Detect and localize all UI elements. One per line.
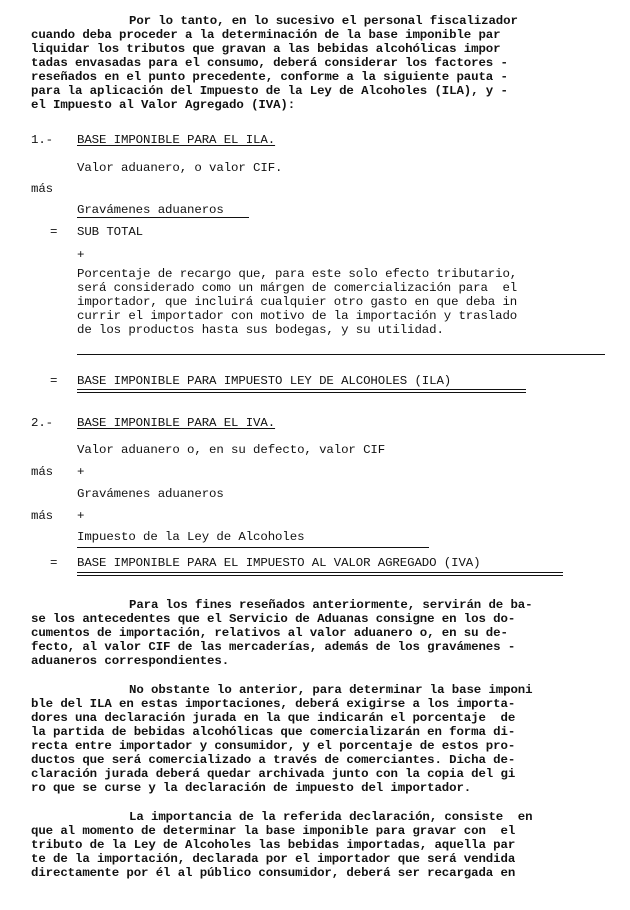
- operator-equals: =: [50, 374, 58, 388]
- text-line: Por lo tanto, en lo sucesivo el personal fiscalizador: [129, 14, 518, 28]
- text-line: para la aplicación del Impuesto de la Ley de Alcoholes (ILA), y -: [31, 84, 508, 98]
- text-line: ble del ILA en estas importaciones, deberá exigirse a los importa-: [31, 697, 516, 711]
- double-rule-top: [77, 572, 563, 573]
- section-heading: BASE IMPONIBLE PARA EL ILA.: [77, 133, 276, 147]
- text-line: reseñados en el punto precedente, conforme a la siguiente pauta -: [31, 70, 508, 84]
- text-line: No obstante lo anterior, para determinar la base imponi: [129, 683, 533, 697]
- item-subtotal: SUB TOTAL: [77, 225, 144, 239]
- operator-mas: más: [31, 509, 54, 523]
- operator-mas: más: [31, 182, 54, 196]
- text-line: ro que se curse y la declaración de impuesto del importador.: [31, 781, 472, 795]
- item-valor-aduanero: Valor aduanero o, en su defecto, valor CIF: [77, 443, 386, 457]
- item-gravamenes: Gravámenes aduaneros: [77, 203, 224, 217]
- text-line: tributo de la Ley de Alcoholes las bebidas importadas, aquella par: [31, 838, 516, 852]
- text-line: cuando deba proceder a la determinación de la base imponible par: [31, 28, 501, 42]
- result-base-imponible-iva: BASE IMPONIBLE PARA EL IMPUESTO AL VALOR AGREGADO (IVA): [77, 556, 481, 570]
- operator-plus: +: [77, 465, 85, 479]
- text-line: recta entre importador y consumidor, y el porcentaje de estos pro-: [31, 739, 516, 753]
- text-line: directamente por él al público consumidor, deberá ser recargada en: [31, 866, 516, 880]
- double-rule-bottom: [77, 575, 563, 576]
- total-rule: [77, 547, 429, 548]
- item-impuesto-alcoholes: Impuesto de la Ley de Alcoholes: [77, 530, 305, 544]
- text-line: la partida de bebidas alcohólicas que comercializarán en forma di-: [31, 725, 516, 739]
- section-number: 2.-: [31, 416, 54, 430]
- text-line: claración jurada deberá quedar archivada junto con la copia del gi: [31, 767, 516, 781]
- item-gravamenes: Gravámenes aduaneros: [77, 487, 224, 501]
- operator-plus: +: [77, 509, 85, 523]
- result-base-imponible-ila: BASE IMPONIBLE PARA IMPUESTO LEY DE ALCOHOLES (ILA): [77, 374, 452, 388]
- text-line: se los antecedentes que el Servicio de Aduanas consigne en los do-: [31, 612, 516, 626]
- underline-rule: [77, 217, 249, 218]
- text-line: currir el importador con motivo de la importación y traslado: [77, 309, 518, 323]
- double-rule-bottom: [77, 392, 526, 393]
- operator-equals: =: [50, 556, 58, 570]
- text-line: será considerado como un márgen de comercialización para el: [77, 281, 518, 295]
- text-line: te de la importación, declarada por el importador que será vendida: [31, 852, 516, 866]
- total-rule: [77, 354, 605, 355]
- text-line: de los productos hasta sus bodegas, y su utilidad.: [77, 323, 444, 337]
- text-line: dores una declaración jurada en la que indicarán el porcentaje de: [31, 711, 516, 725]
- operator-plus: +: [77, 248, 85, 262]
- text-line: el Impuesto al Valor Agregado (IVA):: [31, 98, 296, 112]
- text-line: Para los fines reseñados anteriormente, servirán de ba-: [129, 598, 533, 612]
- operator-equals: =: [50, 225, 58, 239]
- text-line: importador, que incluirá cualquier otro gasto en que deba in: [77, 295, 518, 309]
- text-line: cumentos de importación, relativos al valor aduanero o, en su de-: [31, 626, 508, 640]
- text-line: ductos que será comercializado a través de comerciantes. Dicha de-: [31, 753, 516, 767]
- text-line: Porcentaje de recargo que, para este solo efecto tributario,: [77, 267, 518, 281]
- double-rule-top: [77, 389, 526, 390]
- text-line: que al momento de determinar la base imponible para gravar con el: [31, 824, 516, 838]
- operator-mas: más: [31, 465, 54, 479]
- text-line: fecto, al valor CIF de las mercaderías, además de los gravámenes -: [31, 640, 516, 654]
- section-heading: BASE IMPONIBLE PARA EL IVA.: [77, 416, 276, 430]
- text-line: liquidar los tributos que gravan a las bebidas alcohólicas impor: [31, 42, 501, 56]
- text-line: aduaneros correspondientes.: [31, 654, 230, 668]
- text-line: tadas envasadas para el consumo, deberá considerar los factores -: [31, 56, 508, 70]
- text-line: La importancia de la referida declaración, consiste en: [129, 810, 533, 824]
- item-valor-aduanero: Valor aduanero, o valor CIF.: [77, 161, 283, 175]
- section-number: 1.-: [31, 133, 54, 147]
